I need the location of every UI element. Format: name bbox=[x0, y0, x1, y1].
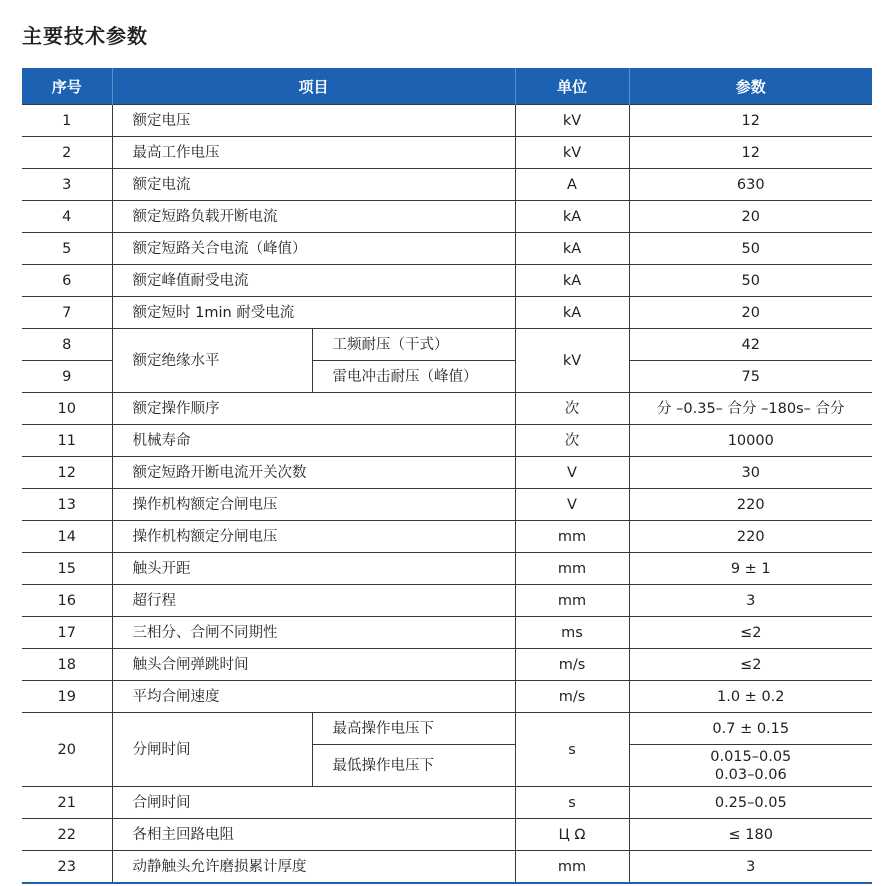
row-value: 220 bbox=[629, 521, 872, 553]
row-no: 11 bbox=[22, 425, 112, 457]
row-value: ≤ 180 bbox=[629, 819, 872, 851]
row-item: 触头开距 bbox=[112, 553, 515, 585]
row-item: 额定操作顺序 bbox=[112, 393, 515, 425]
table-row bbox=[22, 233, 872, 265]
row-item: 额定短路负载开断电流 bbox=[112, 201, 515, 233]
table-row bbox=[22, 329, 872, 361]
page-title: 主要技术参数 bbox=[22, 24, 148, 48]
row-unit: 次 bbox=[515, 393, 629, 425]
table-row bbox=[22, 105, 872, 137]
row-unit: A bbox=[515, 169, 629, 201]
table-row bbox=[22, 617, 872, 649]
row-item: 机械寿命 bbox=[112, 425, 515, 457]
row-no: 9 bbox=[22, 361, 112, 393]
row-item: 超行程 bbox=[112, 585, 515, 617]
row-value: 50 bbox=[629, 233, 872, 265]
row-no: 18 bbox=[22, 649, 112, 681]
row-item: 额定短路关合电流（峰值） bbox=[112, 233, 515, 265]
row-item: 三相分、合闸不同期性 bbox=[112, 617, 515, 649]
row-item: 操作机构额定合闸电压 bbox=[112, 489, 515, 521]
table-row bbox=[22, 713, 872, 745]
row-unit: s bbox=[515, 787, 629, 819]
row-value-line: 0.03–0.06 bbox=[714, 766, 787, 783]
row-no: 12 bbox=[22, 457, 112, 489]
row-no: 22 bbox=[22, 819, 112, 851]
header-item: 项目 bbox=[112, 68, 515, 105]
row-value: 20 bbox=[629, 201, 872, 233]
row-sub-item: 雷电冲击耐压（峰值） bbox=[312, 361, 515, 393]
row-no: 6 bbox=[22, 265, 112, 297]
row-value: ≤2 bbox=[629, 617, 872, 649]
row-unit: kA bbox=[515, 201, 629, 233]
row-no: 23 bbox=[22, 851, 112, 884]
row-item: 合闸时间 bbox=[112, 787, 515, 819]
row-item: 分闸时间 bbox=[112, 713, 312, 787]
row-value: 630 bbox=[629, 169, 872, 201]
row-unit: m/s bbox=[515, 649, 629, 681]
row-no: 13 bbox=[22, 489, 112, 521]
row-no: 16 bbox=[22, 585, 112, 617]
row-no: 5 bbox=[22, 233, 112, 265]
row-item: 触头合闸弹跳时间 bbox=[112, 649, 515, 681]
table-row bbox=[22, 201, 872, 233]
row-no: 21 bbox=[22, 787, 112, 819]
row-unit: mm bbox=[515, 521, 629, 553]
table-row bbox=[22, 137, 872, 169]
row-no: 4 bbox=[22, 201, 112, 233]
row-no: 3 bbox=[22, 169, 112, 201]
row-unit: 次 bbox=[515, 425, 629, 457]
row-item: 额定短时 1min 耐受电流 bbox=[112, 297, 515, 329]
row-no: 7 bbox=[22, 297, 112, 329]
row-value: 10000 bbox=[629, 425, 872, 457]
table-row bbox=[22, 489, 872, 521]
row-item: 额定峰值耐受电流 bbox=[112, 265, 515, 297]
row-unit: kV bbox=[515, 329, 629, 393]
row-sub-item: 工频耐压（干式） bbox=[312, 329, 515, 361]
table-header-row bbox=[22, 68, 872, 105]
row-item: 操作机构额定分闸电压 bbox=[112, 521, 515, 553]
row-no: 8 bbox=[22, 329, 112, 361]
row-item: 额定电流 bbox=[112, 169, 515, 201]
row-value: 50 bbox=[629, 265, 872, 297]
row-unit: kA bbox=[515, 265, 629, 297]
row-value: 220 bbox=[629, 489, 872, 521]
row-value: 12 bbox=[629, 137, 872, 169]
row-item: 额定绝缘水平 bbox=[112, 329, 312, 393]
row-value: 20 bbox=[629, 297, 872, 329]
table-row bbox=[22, 297, 872, 329]
row-value: 1.0 ± 0.2 bbox=[629, 681, 872, 713]
table-row bbox=[22, 393, 872, 425]
row-item: 额定短路开断电流开关次数 bbox=[112, 457, 515, 489]
row-value: 12 bbox=[629, 105, 872, 137]
table-row bbox=[22, 681, 872, 713]
row-no: 17 bbox=[22, 617, 112, 649]
header-no: 序号 bbox=[22, 68, 112, 105]
row-value: 30 bbox=[629, 457, 872, 489]
row-unit: kV bbox=[515, 137, 629, 169]
row-unit: mm bbox=[515, 585, 629, 617]
table-row bbox=[22, 457, 872, 489]
row-sub-item: 最低操作电压下 bbox=[312, 745, 515, 787]
table-row bbox=[22, 553, 872, 585]
header-unit: 单位 bbox=[515, 68, 629, 105]
row-value: 0.7 ± 0.15 bbox=[629, 713, 872, 745]
row-value: 3 bbox=[629, 585, 872, 617]
row-unit: kA bbox=[515, 297, 629, 329]
row-unit: Ц Ω bbox=[515, 819, 629, 851]
row-no: 1 bbox=[22, 105, 112, 137]
table-row bbox=[22, 521, 872, 553]
row-value: 分 –0.35– 合分 –180s– 合分 bbox=[629, 393, 872, 425]
row-unit: m/s bbox=[515, 681, 629, 713]
row-item: 平均合闸速度 bbox=[112, 681, 515, 713]
row-no: 14 bbox=[22, 521, 112, 553]
table-row bbox=[22, 649, 872, 681]
row-unit: mm bbox=[515, 851, 629, 884]
spec-table bbox=[22, 68, 872, 884]
row-unit: V bbox=[515, 457, 629, 489]
table-row bbox=[22, 169, 872, 201]
row-value-line: 0.015–0.05 bbox=[710, 748, 792, 765]
row-value: 75 bbox=[629, 361, 872, 393]
row-no: 20 bbox=[22, 713, 112, 787]
table-row bbox=[22, 425, 872, 457]
row-value: ≤2 bbox=[629, 649, 872, 681]
table-row bbox=[22, 585, 872, 617]
row-no: 10 bbox=[22, 393, 112, 425]
row-value: 42 bbox=[629, 329, 872, 361]
row-item: 最高工作电压 bbox=[112, 137, 515, 169]
row-no: 2 bbox=[22, 137, 112, 169]
row-item: 动静触头允许磨损累计厚度 bbox=[112, 851, 515, 884]
row-item: 额定电压 bbox=[112, 105, 515, 137]
row-unit: mm bbox=[515, 553, 629, 585]
header-value: 参数 bbox=[629, 68, 872, 105]
row-unit: kA bbox=[515, 233, 629, 265]
row-unit: s bbox=[515, 713, 629, 787]
table-row bbox=[22, 851, 872, 884]
row-no: 15 bbox=[22, 553, 112, 585]
row-value: 3 bbox=[629, 851, 872, 884]
table-row bbox=[22, 819, 872, 851]
table-row bbox=[22, 265, 872, 297]
row-no: 19 bbox=[22, 681, 112, 713]
row-unit: V bbox=[515, 489, 629, 521]
table-row bbox=[22, 787, 872, 819]
row-unit: kV bbox=[515, 105, 629, 137]
row-sub-item: 最高操作电压下 bbox=[312, 713, 515, 745]
row-value: 0.25–0.05 bbox=[629, 787, 872, 819]
row-item: 各相主回路电阻 bbox=[112, 819, 515, 851]
row-value: 9 ± 1 bbox=[629, 553, 872, 585]
row-unit: ms bbox=[515, 617, 629, 649]
row-value bbox=[629, 745, 872, 787]
